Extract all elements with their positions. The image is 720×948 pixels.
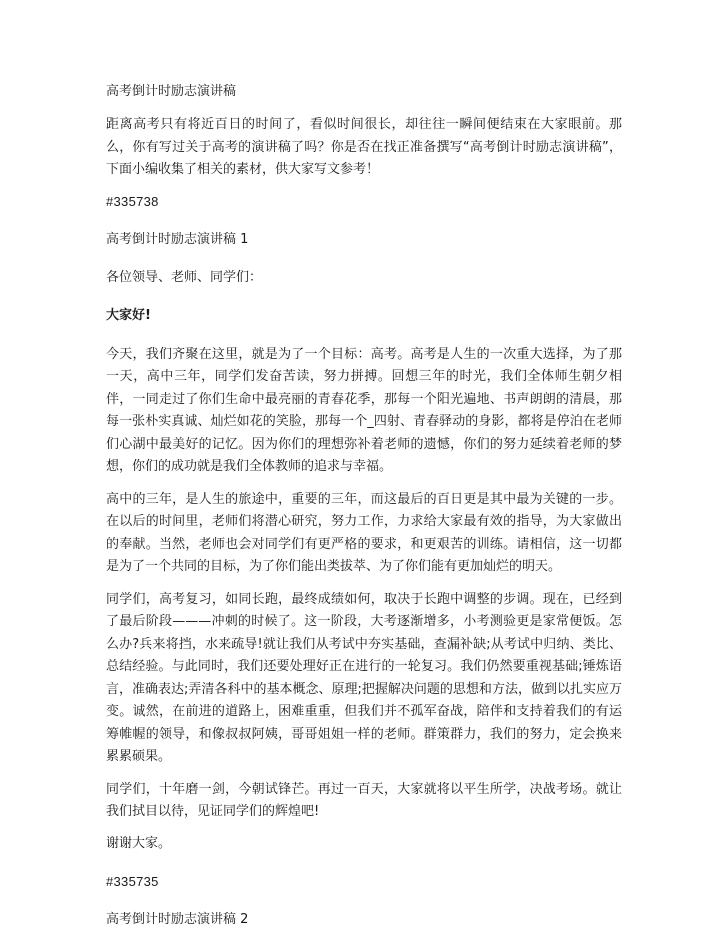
section-heading: 高考倒计时励志演讲稿 2 (106, 911, 249, 927)
document-title: 高考倒计时励志演讲稿 (106, 84, 237, 99)
salutation: 各位领导、老师、同学们： (106, 269, 263, 285)
intro-paragraph: 距离高考只有将近百日的时间了，看似时间很长，却往往一瞬间便结束在大家眼前。那么，你有写过关于高考的演讲稿了吗？你是否在找正准备撰写“高考倒计时励志演讲稿”，下面小编收集了相关的素材，供大家写文参考！ (106, 117, 622, 177)
body-paragraph: 高中的三年，是人生的旅途中，重要的三年，而这最后的百日更是其中最为关键的一步。在以后的时间里，老师们将潜心研究，努力工作，力求给大家最有效的指导，为大家做出的奉献。当然，老师也会对同学们有更严格的要求，和更艰苦的训练。请相信，这一切都是为了一个共同的目标，为了你们能出类拔萃、为了你们能有更加灿烂的明天。 (106, 491, 622, 574)
body-paragraph: 同学们，十年磨一剑，今朝试锋芒。再过一百天，大家就将以平生所学，决战考场。就让我们拭目以待，见证同学们的辉煌吧! (106, 781, 622, 819)
document-page (106, 82, 622, 948)
greeting: 大家好! (106, 307, 151, 323)
closing-line: 谢谢大家。 (106, 835, 172, 851)
section-id: #335738 (106, 193, 159, 209)
section-id: #335735 (106, 873, 159, 889)
body-paragraph: 今天，我们齐聚在这里，就是为了一个目标：高考。高考是人生的一次重大选择，为了那一天，高中三年，同学们发奋苦读，努力拼搏。回想三年的时光，我们全体师生朝夕相伴，一同走过了你们生命中最亮丽的青春花季，那每一个阳光遍地、书声朗朗的清晨，那每一张朴实真诚、灿烂如花的笑脸，那每一个_四射、青春驿动的身影，都将是停泊在老师们心湖中最美好的记忆。因为你们的理想弥补着老师的遗憾，你们的努力延续着老师的梦想，你们的成功就是我们全体教师的追求与幸福。 (106, 346, 622, 474)
body-paragraph: 同学们，高考复习，如同长跑，最终成绩如何，取决于长跑中调整的步调。现在，已经到了最后阶段———冲刺的时候了。这一阶段，大考逐渐增多，小考测验更是家常便饭。怎么办?兵来将挡，水来疏导!就让我们从考试中夯实基础，查漏补缺;从考试中归纳、类比、总结经验。与此同时，我们还要处理好正在进行的一轮复习。我们仍然要重视基础;锤炼语言，准确表达;弄清各科中的基本概念、原理;把握解决问题的思想和方法，做到以扎实应万变。诚然，在前进的道路上，困难重重，但我们并不孤军奋战，陪伴和支持着我们的有运筹帷幄的领导，和像叔叔阿姨，哥哥姐姐一样的老师。群策群力，我们的努力，定会换来累累硕果。 (106, 591, 622, 764)
section-heading: 高考倒计时励志演讲稿 1 (106, 231, 249, 247)
